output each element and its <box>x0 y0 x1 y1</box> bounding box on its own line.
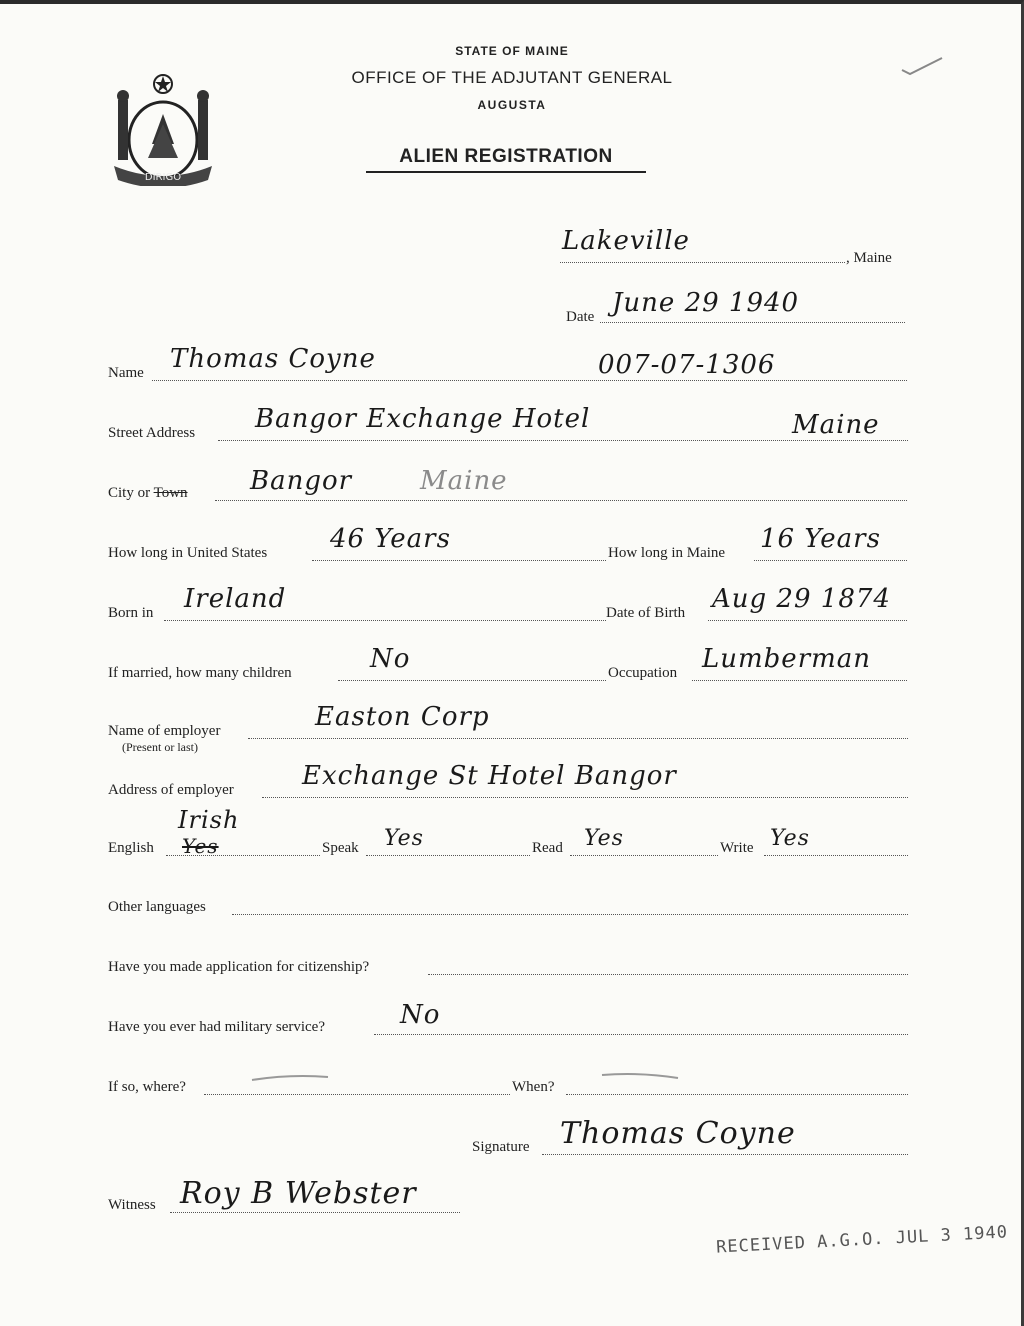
date-value: June 29 1940 <box>612 288 800 318</box>
employer-address-label: Address of employer <box>108 782 234 798</box>
read-value: Yes <box>584 826 624 851</box>
signature-label: Signature <box>472 1139 530 1155</box>
employer-address-line <box>262 797 908 798</box>
office-heading: OFFICE OF THE ADJUTANT GENERAL <box>351 68 673 87</box>
military-label: Have you ever had military service? <box>108 1019 325 1035</box>
speak-line <box>366 855 530 856</box>
read-label: Read <box>532 840 563 856</box>
name-line <box>152 380 907 381</box>
city-line <box>215 500 907 501</box>
how-long-us-line <box>312 560 606 561</box>
witness-value: Roy B Webster <box>180 1176 417 1211</box>
street-line <box>218 440 908 441</box>
write-value: Yes <box>770 826 810 851</box>
form-title: ALIEN REGISTRATION <box>366 146 646 173</box>
when-label: When? <box>512 1079 555 1095</box>
where-dash-mark <box>250 1072 330 1084</box>
other-languages-line <box>232 914 908 915</box>
date-line <box>600 322 905 323</box>
children-label: If married, how many children <box>108 665 292 681</box>
city-label-struck: Town <box>153 485 188 501</box>
how-long-us-value: 46 Years <box>330 524 451 554</box>
place-value: Lakeville <box>562 226 690 256</box>
occupation-value: Lumberman <box>702 644 872 674</box>
date-label: Date <box>566 309 595 325</box>
how-long-maine-line <box>754 560 907 561</box>
city-label <box>108 485 188 502</box>
street-label: Street Address <box>108 425 196 441</box>
english-label: English <box>108 840 154 856</box>
name-label: Name <box>108 365 144 381</box>
how-long-maine-label: How long in Maine <box>608 545 726 561</box>
signature-line <box>542 1154 908 1155</box>
born-in-line <box>164 620 606 621</box>
when-dash-mark <box>600 1070 680 1082</box>
registration-number: 007-07-1306 <box>598 350 776 380</box>
occupation-label: Occupation <box>608 665 678 681</box>
place-line <box>560 262 845 263</box>
employer-name-line <box>248 738 908 739</box>
citizenship-label: Have you made application for citizenship? <box>108 959 370 975</box>
citizenship-line <box>428 974 908 975</box>
city-heading: AUGUSTA <box>477 98 547 112</box>
children-value: No <box>370 644 411 674</box>
seal-motto: DIRIGO <box>144 172 182 183</box>
received-stamp: RECEIVED A.G.O. JUL 3 1940 <box>715 1222 1009 1258</box>
date-of-birth-label: Date of Birth <box>606 605 686 621</box>
born-in-value: Ireland <box>184 584 287 614</box>
occupation-line <box>692 680 907 681</box>
speak-label: Speak <box>322 840 359 856</box>
city-label-prefix: City or <box>108 485 151 501</box>
place-suffix: , Maine <box>846 250 892 266</box>
employer-name-label: Name of employer <box>108 723 221 739</box>
witness-label: Witness <box>108 1197 156 1213</box>
born-in-label: Born in <box>108 605 154 621</box>
military-line <box>374 1034 908 1035</box>
speak-value: Yes <box>384 826 424 851</box>
when-line <box>566 1094 908 1095</box>
military-value: No <box>400 1000 441 1030</box>
state-heading: STATE OF MAINE <box>455 44 569 58</box>
other-languages-label: Other languages <box>108 899 206 915</box>
english-struck: Yes <box>182 834 219 858</box>
read-line <box>570 855 718 856</box>
employer-name-sub: (Present or last) <box>122 740 198 754</box>
how-long-us-label: How long in United States <box>108 545 268 561</box>
employer-address-value: Exchange St Hotel Bangor <box>302 761 677 791</box>
employer-name-value: Easton Corp <box>315 702 490 732</box>
english-value: Irish <box>178 806 240 834</box>
signature-value: Thomas Coyne <box>560 1116 796 1151</box>
street-value: Bangor Exchange Hotel <box>255 404 591 434</box>
write-label: Write <box>720 840 754 856</box>
witness-line <box>170 1212 460 1213</box>
where-label: If so, where? <box>108 1079 186 1095</box>
city-extra: Maine <box>420 466 508 496</box>
children-line <box>338 680 606 681</box>
write-line <box>764 855 908 856</box>
date-of-birth-value: Aug 29 1874 <box>712 584 891 614</box>
name-value: Thomas Coyne <box>170 344 376 374</box>
city-value: Bangor <box>250 466 353 496</box>
where-line <box>204 1094 510 1095</box>
how-long-maine-value: 16 Years <box>760 524 881 554</box>
date-of-birth-line <box>708 620 907 621</box>
street-extra: Maine <box>792 410 880 440</box>
